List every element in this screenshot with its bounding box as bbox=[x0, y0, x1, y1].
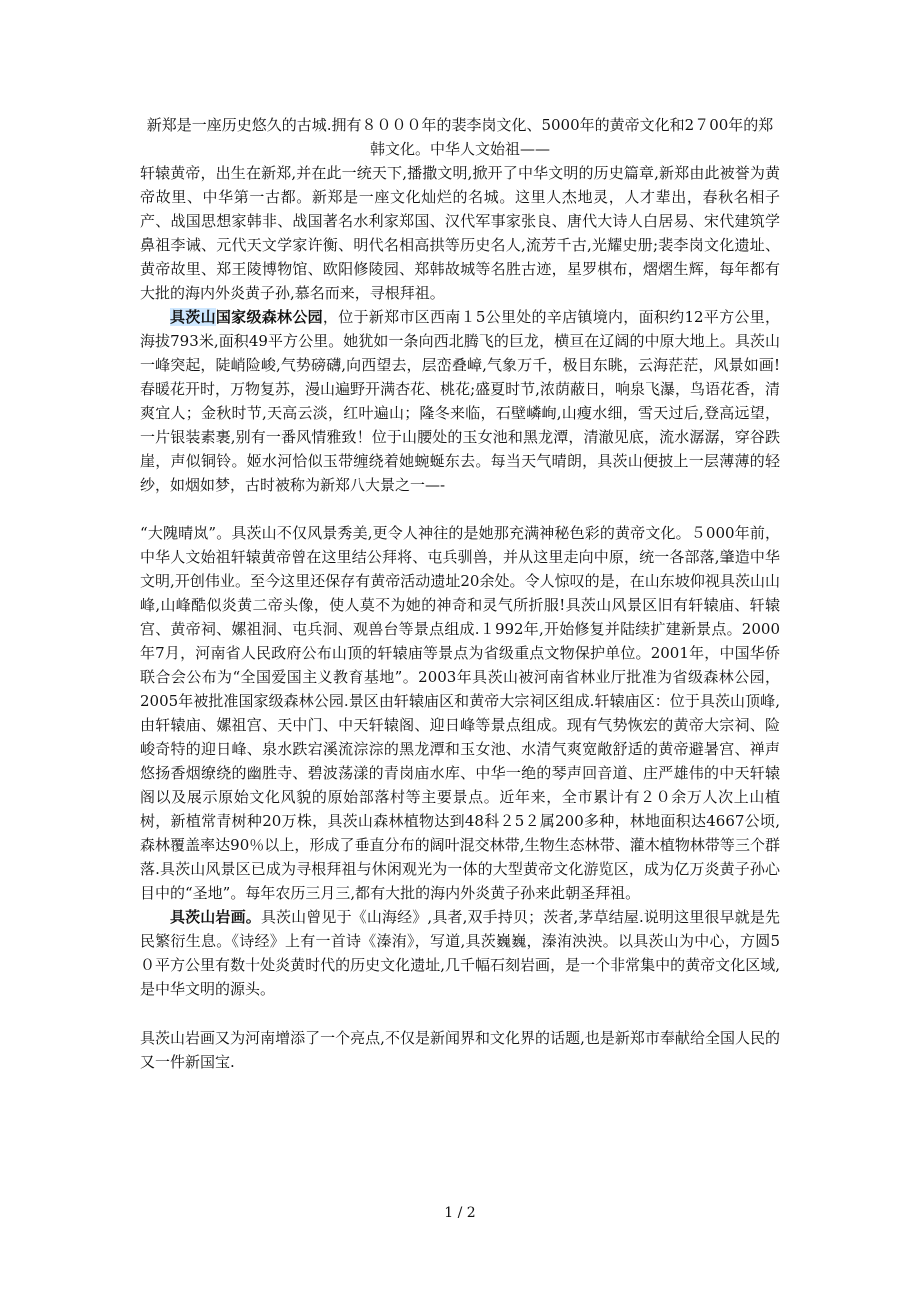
park-title bbox=[170, 308, 323, 326]
rock-paintings-text: 具茨山曾见于《山海经》,具者,双手持贝；茨者,茅草结屋.说明这里很早就是先民繁衍生息。《诗经》上有一首诗《溱洧》，写道,具茨巍巍，溱洧泱泱。以具茨山为中心，方圆5０平方公里有数十处炎黄时代的历史文化遗址,几千幅石刻岩画，是一个非常集中的黄帝文化区域,是中华文明的源头。 bbox=[140, 908, 780, 998]
park-text-1: ，位于新郑市区西南１5公里处的辛店镇境内，面积约12平方公里，海拔793米,面积49平方公里。她犹如一条向西北腾飞的巨龙，横亘在辽阔的中原大地上。具茨山一峰突起，陡峭险峻,气势磅礴,向西望去，层峦叠嶂,气象万千，极目东眺，云海茫茫，风景如画!春暖花开时，万物复苏，漫山遍野开满杏花、桃花;盛夏时节,浓荫蔽日，响泉飞瀑，鸟语花香，清爽宜人；金秋时节,天高云淡，红叶遍山；隆冬来临，石壁嶙峋,山瘦水细，雪天过后,登高远望，一片银装素裹,别有一番风情雅致！位于山腰处的玉女池和黑龙潭，清澈见底，流水潺潺，穿谷跌崖，声似铜铃。姬水河恰似玉带缠绕着她蜿蜒东去。每当天气晴朗，具茨山便披上一层薄薄的轻纱，如烟如梦，古时被称为新郑八大景之一—- bbox=[140, 308, 780, 494]
rock-paintings-title: 具茨山岩画。 bbox=[170, 908, 261, 926]
highlighted-term: 具茨山 bbox=[170, 308, 216, 326]
intro-heading-line bbox=[140, 113, 780, 161]
park-continuation-paragraph: “大隗晴岚”。具茨山不仅风景秀美,更令人神往的是她那充满神秘色彩的黄帝文化。５000年前，中华人文始祖轩辕黄帝曾在这里结公拜将、屯兵驯兽，并从这里走向中原，统一各部落,肇造中华文明,开创伟业。至今这里还保存有黄帝活动遗址20余处。令人惊叹的是，在山东坡仰视具茨山山峰,山峰酷似炎黄二帝头像，使人莫不为她的神奇和灵气所折服!具茨山风景区旧有轩辕庙、轩辕宫、黄帝祠、嫘祖洞、屯兵洞、观兽台等景点组成.１992年,开始修复并陆续扩建新景点。2000年7月，河南省人民政府公布山顶的轩辕庙等景点为省级重点文物保护单位。2001年，中国华侨联合会公布为“全国爱国主义教育基地”。2003年具茨山被河南省林业厅批准为省级森林公园，2005年被批准国家级森林公园.景区由轩辕庙区和黄帝大宗祠区组成.轩辕庙区：位于具茨山顶峰,由轩辕庙、嫘祖宫、天中门、中天轩辕阁、迎日峰等景点组成。现有气势恢宏的黄帝大宗祠、险峻奇特的迎日峰、泉水跌宕溪流淙淙的黑龙潭和玉女池、水清气爽宽敞舒适的黄帝避暑宫、禅声悠扬香烟缭绕的幽胜寺、碧波荡漾的青岗庙水库、中华一绝的琴声回音道、庄严雄伟的中天轩辕阁以及展示原始文化风貌的原始部落村等主要景点。近年来，全市累计有２０余万人次上山植树，新植常青树种20万株，具茨山森林植物达到48科２5２属200多种，林地面积达4667公顷,森林覆盖率达90％以上，形成了垂直分布的阔叶混交林带,生物生态林带、灌木植物林带等三个群落.具茨山风景区已成为寻根拜祖与休闲观光为一体的大型黄帝文化游览区，成为亿万炎黄子孙心目中的“圣地”。每年农历三月三,都有大批的海内外炎黄子孙来此朝圣拜祖。 bbox=[140, 524, 780, 902]
rock-paintings-paragraph bbox=[140, 905, 780, 1001]
intro-paragraph: 轩辕黄帝，出生在新郑,并在此一统天下,播撒文明,掀开了中华文明的历史篇章,新郑由此被誉为黄帝故里、中华第一古都。新郑是一座文化灿烂的名城。这里人杰地灵，人才辈出，春秋名相子产、战国思想家韩非、战国著名水利家郑国、汉代军事家张良、唐代大诗人白居易、宋代建筑学鼻祖李诫、元代天文学家许衡、明代名相高拱等历史名人,流芳千古,光耀史册;裴李岗文化遗址、黄帝故里、郑王陵博物馆、欧阳修陵园、郑韩故城等名胜古迹，星罗棋布，熠熠生辉，每年都有大批的海内外炎黄子孙,慕名而来，寻根拜祖。 bbox=[140, 164, 780, 302]
park-title-rest: 国家级森林公园 bbox=[215, 308, 323, 326]
intro-line-1: 新郑是一座历史悠久的古城.拥有８０００年的裴李岗文化、5000年的黄帝文化和2７00年的郑韩文化。中华人文始祖—— bbox=[146, 116, 774, 158]
park-paragraph bbox=[140, 305, 780, 497]
closing-paragraph: 具茨山岩画又为河南增添了一个亮点,不仅是新闻界和文化界的话题,也是新郑市奉献给全国人民的又一件新国宝. bbox=[140, 1029, 780, 1071]
page-number: 1 / 2 bbox=[444, 1205, 476, 1221]
